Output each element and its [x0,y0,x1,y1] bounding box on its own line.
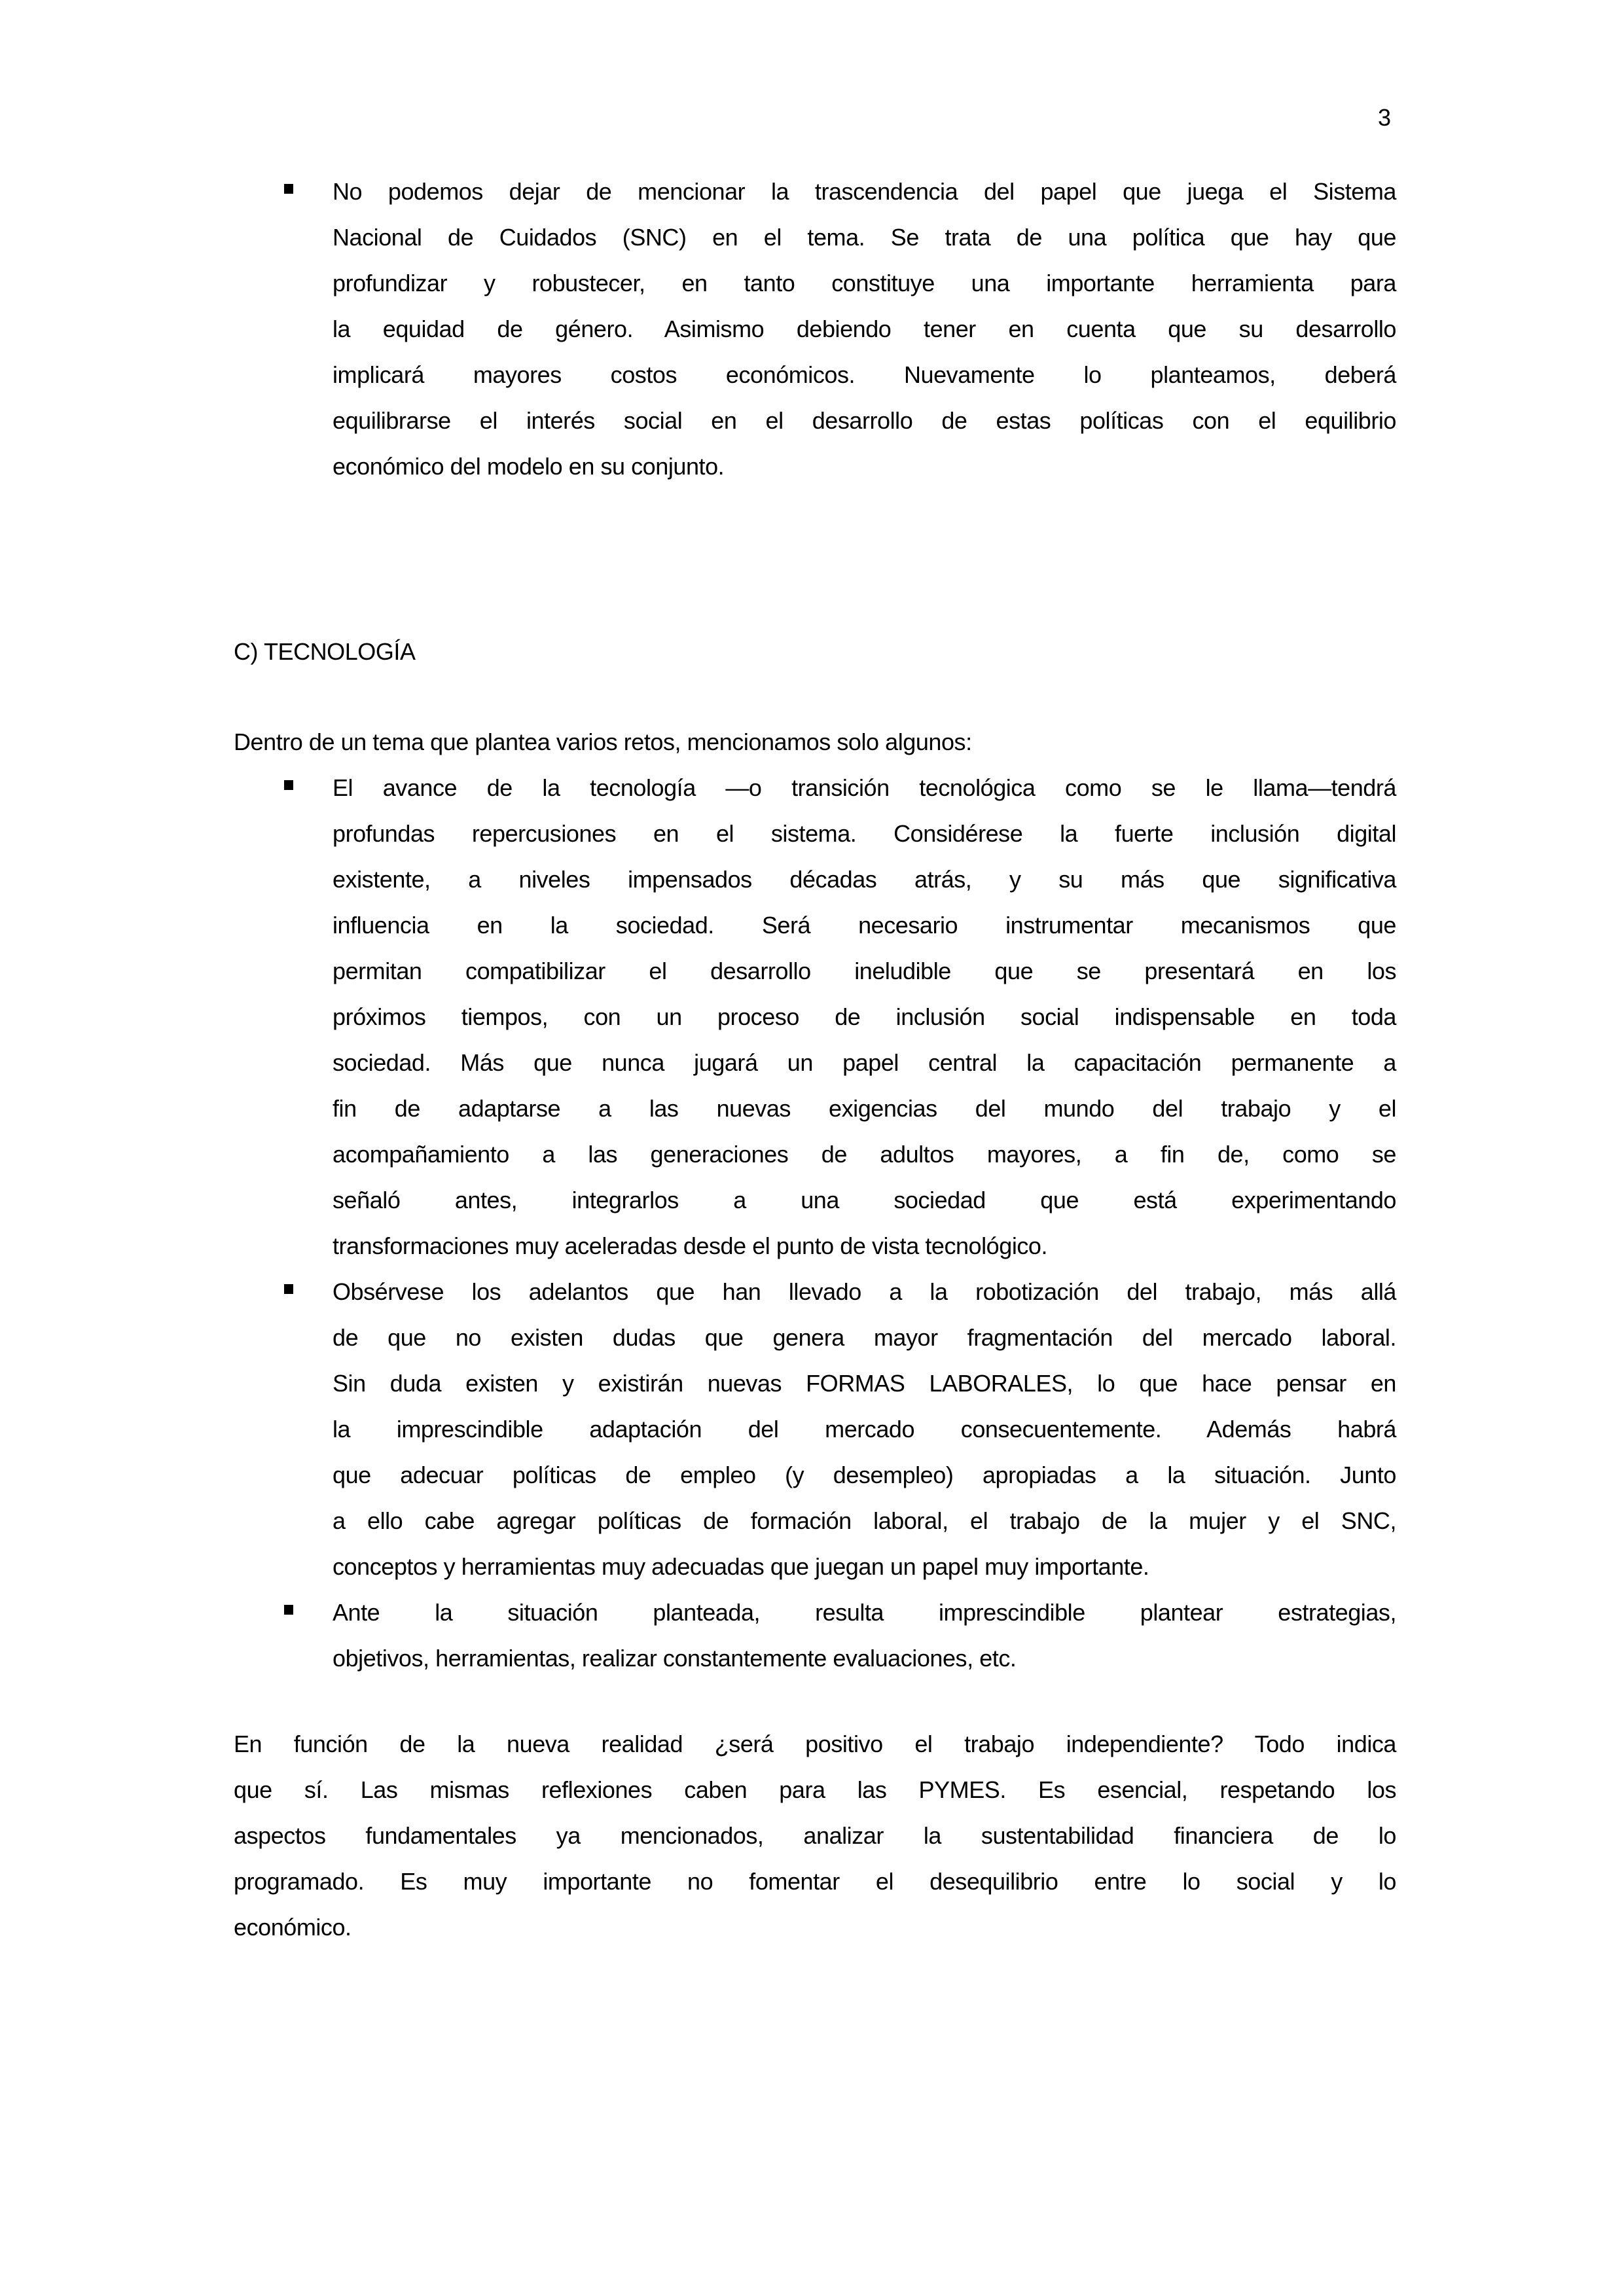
text-line: Sin duda existen y existirán nuevas FORMAS LABORALES, lo que hace pensar en [333,1370,1396,1397]
text-line: sociedad. Más que nunca jugará un papel central la capacitación permanente a [333,1049,1396,1076]
section-heading-text: C) TECNOLOGÍA [234,638,416,665]
text-line: existente, a niveles impensados décadas atrás, y su más que significativa [333,866,1396,893]
text-line: implicará mayores costos económicos. Nuevamente lo planteamos, deberá [333,361,1396,388]
text-line: acompañamiento a las generaciones de adultos mayores, a fin de, como se [333,1141,1396,1168]
text-line: transformaciones muy aceleradas desde el punto de vista tecnológico. [333,1232,1048,1259]
text-line: En función de la nueva realidad ¿será positivo el trabajo independiente? Todo indica [234,1731,1396,1757]
text-line: próximos tiempos, con un proceso de inclusión social indispensable en toda [333,1003,1396,1030]
text-line: objetivos, herramientas, realizar constantemente evaluaciones, etc. [333,1645,1017,1672]
square-bullet-icon [284,780,293,790]
square-bullet-icon [284,1284,293,1294]
text-line: que adecuar políticas de empleo (y desempleo) apropiadas a la situación. Junto [333,1462,1396,1488]
bullet-item-snc [333,169,1396,490]
text-line: programado. Es muy importante no fomentar el desequilibrio entre lo social y lo [234,1868,1396,1895]
text-line: profundizar y robustecer, en tanto constituye una importante herramienta para [333,270,1396,296]
square-bullet-icon [284,1605,293,1615]
section-heading [234,629,888,675]
text-line: Nacional de Cuidados (SNC) en el tema. Se trata de una política que hay que [333,224,1396,251]
text-line: aspectos fundamentales ya mencionados, analizar la sustentabilidad financiera de lo [234,1822,1396,1849]
text-line: señaló antes, integrarlos a una sociedad que está experimentando [333,1187,1396,1213]
text-line: No podemos dejar de mencionar la trascendencia del papel que juega el Sistema [333,178,1396,205]
text-line: la imprescindible adaptación del mercado consecuentemente. Además habrá [333,1416,1396,1443]
text-line: El avance de la tecnología —o transición tecnológica como se le llama—tendrá [333,774,1396,801]
text-line: Ante la situación planteada, resulta imprescindible plantear estrategias, [333,1599,1396,1626]
text-line: a ello cabe agregar políticas de formación laboral, el trabajo de la mujer y el SNC, [333,1507,1396,1534]
intro-paragraph [234,719,1396,765]
bullet-item-robotization [333,1269,1396,1590]
text-line: económico. [234,1914,352,1941]
text-line: Obsérvese los adelantos que han llevado a la robotización del trabajo, más allá [333,1278,1396,1305]
text-line: fin de adaptarse a las nuevas exigencias del mundo del trabajo y el [333,1095,1396,1122]
text-line: Dentro de un tema que plantea varios retos, mencionamos solo algunos: [234,728,972,755]
bullet-item-strategies [333,1590,1396,1681]
bullet-item-tech-advance [333,765,1396,1269]
text-line: permitan compatibilizar el desarrollo ineludible que se presentará en los [333,958,1396,984]
text-line: equilibrarse el interés social en el desarrollo de estas políticas con el equilibrio [333,407,1396,434]
text-line: influencia en la sociedad. Será necesario instrumentar mecanismos que [333,912,1396,939]
text-line: profundas repercusiones en el sistema. Considérese la fuerte inclusión digital [333,820,1396,847]
page-number: 3 [1377,104,1391,131]
technology-bullet-list [333,765,1396,1681]
text-line: económico del modelo en su conjunto. [333,453,725,480]
closing-paragraph [234,1721,1396,1950]
snc-bullet-list [333,169,1396,490]
text-line: de que no existen dudas que genera mayor fragmentación del mercado laboral. [333,1324,1396,1351]
text-line: que sí. Las mismas reflexiones caben para las PYMES. Es esencial, respetando los [234,1776,1396,1803]
text-line: conceptos y herramientas muy adecuadas que juegan un papel muy importante. [333,1553,1149,1580]
text-line: la equidad de género. Asimismo debiendo tener en cuenta que su desarrollo [333,315,1396,342]
square-bullet-icon [284,184,293,194]
